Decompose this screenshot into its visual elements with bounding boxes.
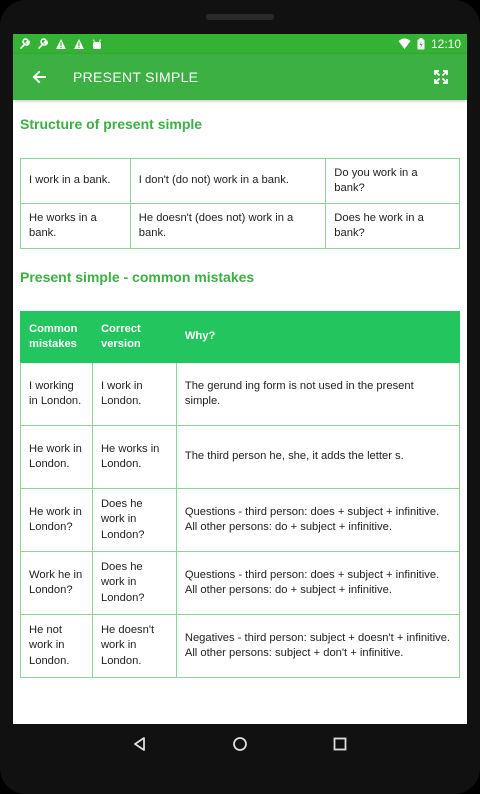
warning-icon bbox=[73, 38, 85, 50]
arrow-back-icon bbox=[31, 69, 47, 85]
table-cell: He works in a bank. bbox=[21, 204, 131, 249]
table-cell: Work he in London? bbox=[21, 552, 93, 615]
table-cell: Does he work in a bank? bbox=[326, 204, 460, 249]
table-cell: He works in London. bbox=[92, 426, 176, 489]
nav-recents-button[interactable] bbox=[328, 732, 352, 756]
table-row bbox=[21, 363, 460, 426]
page-title: PRESENT SIMPLE bbox=[73, 69, 199, 85]
back-triangle-icon bbox=[132, 736, 148, 752]
table-cell: He doesn't (does not) work in a bank. bbox=[130, 204, 326, 249]
app-bar bbox=[13, 54, 467, 100]
table-cell: Do you work in a bank? bbox=[326, 159, 460, 204]
speaker-grille bbox=[206, 14, 274, 20]
wrench-icon bbox=[19, 38, 31, 50]
table-row bbox=[21, 426, 460, 489]
table-cell: The third person he, she, it adds the letter s. bbox=[176, 426, 459, 489]
structure-table bbox=[20, 158, 460, 249]
warning-icon bbox=[55, 38, 67, 50]
system-nav-bar bbox=[0, 724, 480, 764]
android-icon bbox=[91, 38, 103, 50]
table-row bbox=[21, 159, 460, 204]
home-circle-icon bbox=[232, 736, 248, 752]
table-row bbox=[21, 552, 460, 615]
table-cell: Negatives - third person: subject + doesn't + infinitive. All other persons: subject + don't + infinitive. bbox=[176, 615, 459, 678]
recents-square-icon bbox=[332, 736, 348, 752]
table-cell: I don't (do not) work in a bank. bbox=[130, 159, 326, 204]
table-cell: He work in London. bbox=[21, 426, 93, 489]
nav-back-button[interactable] bbox=[128, 732, 152, 756]
table-cell: Does he work in London? bbox=[92, 489, 176, 552]
table-cell: I working in London. bbox=[21, 363, 93, 426]
status-bar bbox=[13, 34, 467, 54]
mistakes-heading: Present simple - common mistakes bbox=[20, 269, 255, 285]
column-header: Correct version bbox=[92, 312, 176, 363]
table-header-row bbox=[21, 312, 460, 363]
table-cell: He not work in London. bbox=[21, 615, 93, 678]
table-cell: He doesn't work in London. bbox=[92, 615, 176, 678]
table-row bbox=[21, 615, 460, 678]
content bbox=[13, 100, 467, 678]
fullscreen-icon bbox=[433, 69, 449, 85]
table-row bbox=[21, 204, 460, 249]
screen bbox=[13, 34, 467, 724]
table-cell: Questions - third person: does + subject + infinitive. All other persons: do + subject + infinitive. bbox=[176, 552, 459, 615]
structure-heading: Structure of present simple bbox=[20, 116, 203, 132]
wrench-icon bbox=[37, 38, 49, 50]
wifi-icon bbox=[398, 38, 411, 50]
table-cell: Questions - third person: does + subject + infinitive. All other persons: do + subject + infinitive. bbox=[176, 489, 459, 552]
table-cell: Does he work in London? bbox=[92, 552, 176, 615]
nav-home-button[interactable] bbox=[228, 732, 252, 756]
table-cell: I work in London. bbox=[92, 363, 176, 426]
table-cell: The gerund ing form is not used in the present simple. bbox=[176, 363, 459, 426]
status-right-icons bbox=[398, 37, 461, 51]
table-cell: I work in a bank. bbox=[21, 159, 131, 204]
status-time: 12:10 bbox=[430, 37, 461, 51]
battery-icon bbox=[417, 38, 425, 50]
status-left-icons bbox=[19, 38, 103, 50]
table-cell: He work in London? bbox=[21, 489, 93, 552]
table-row bbox=[21, 489, 460, 552]
mistakes-table bbox=[20, 311, 460, 678]
fullscreen-button[interactable] bbox=[427, 63, 455, 91]
column-header: Common mistakes bbox=[21, 312, 93, 363]
column-header: Why? bbox=[176, 312, 459, 363]
back-button[interactable] bbox=[25, 63, 53, 91]
